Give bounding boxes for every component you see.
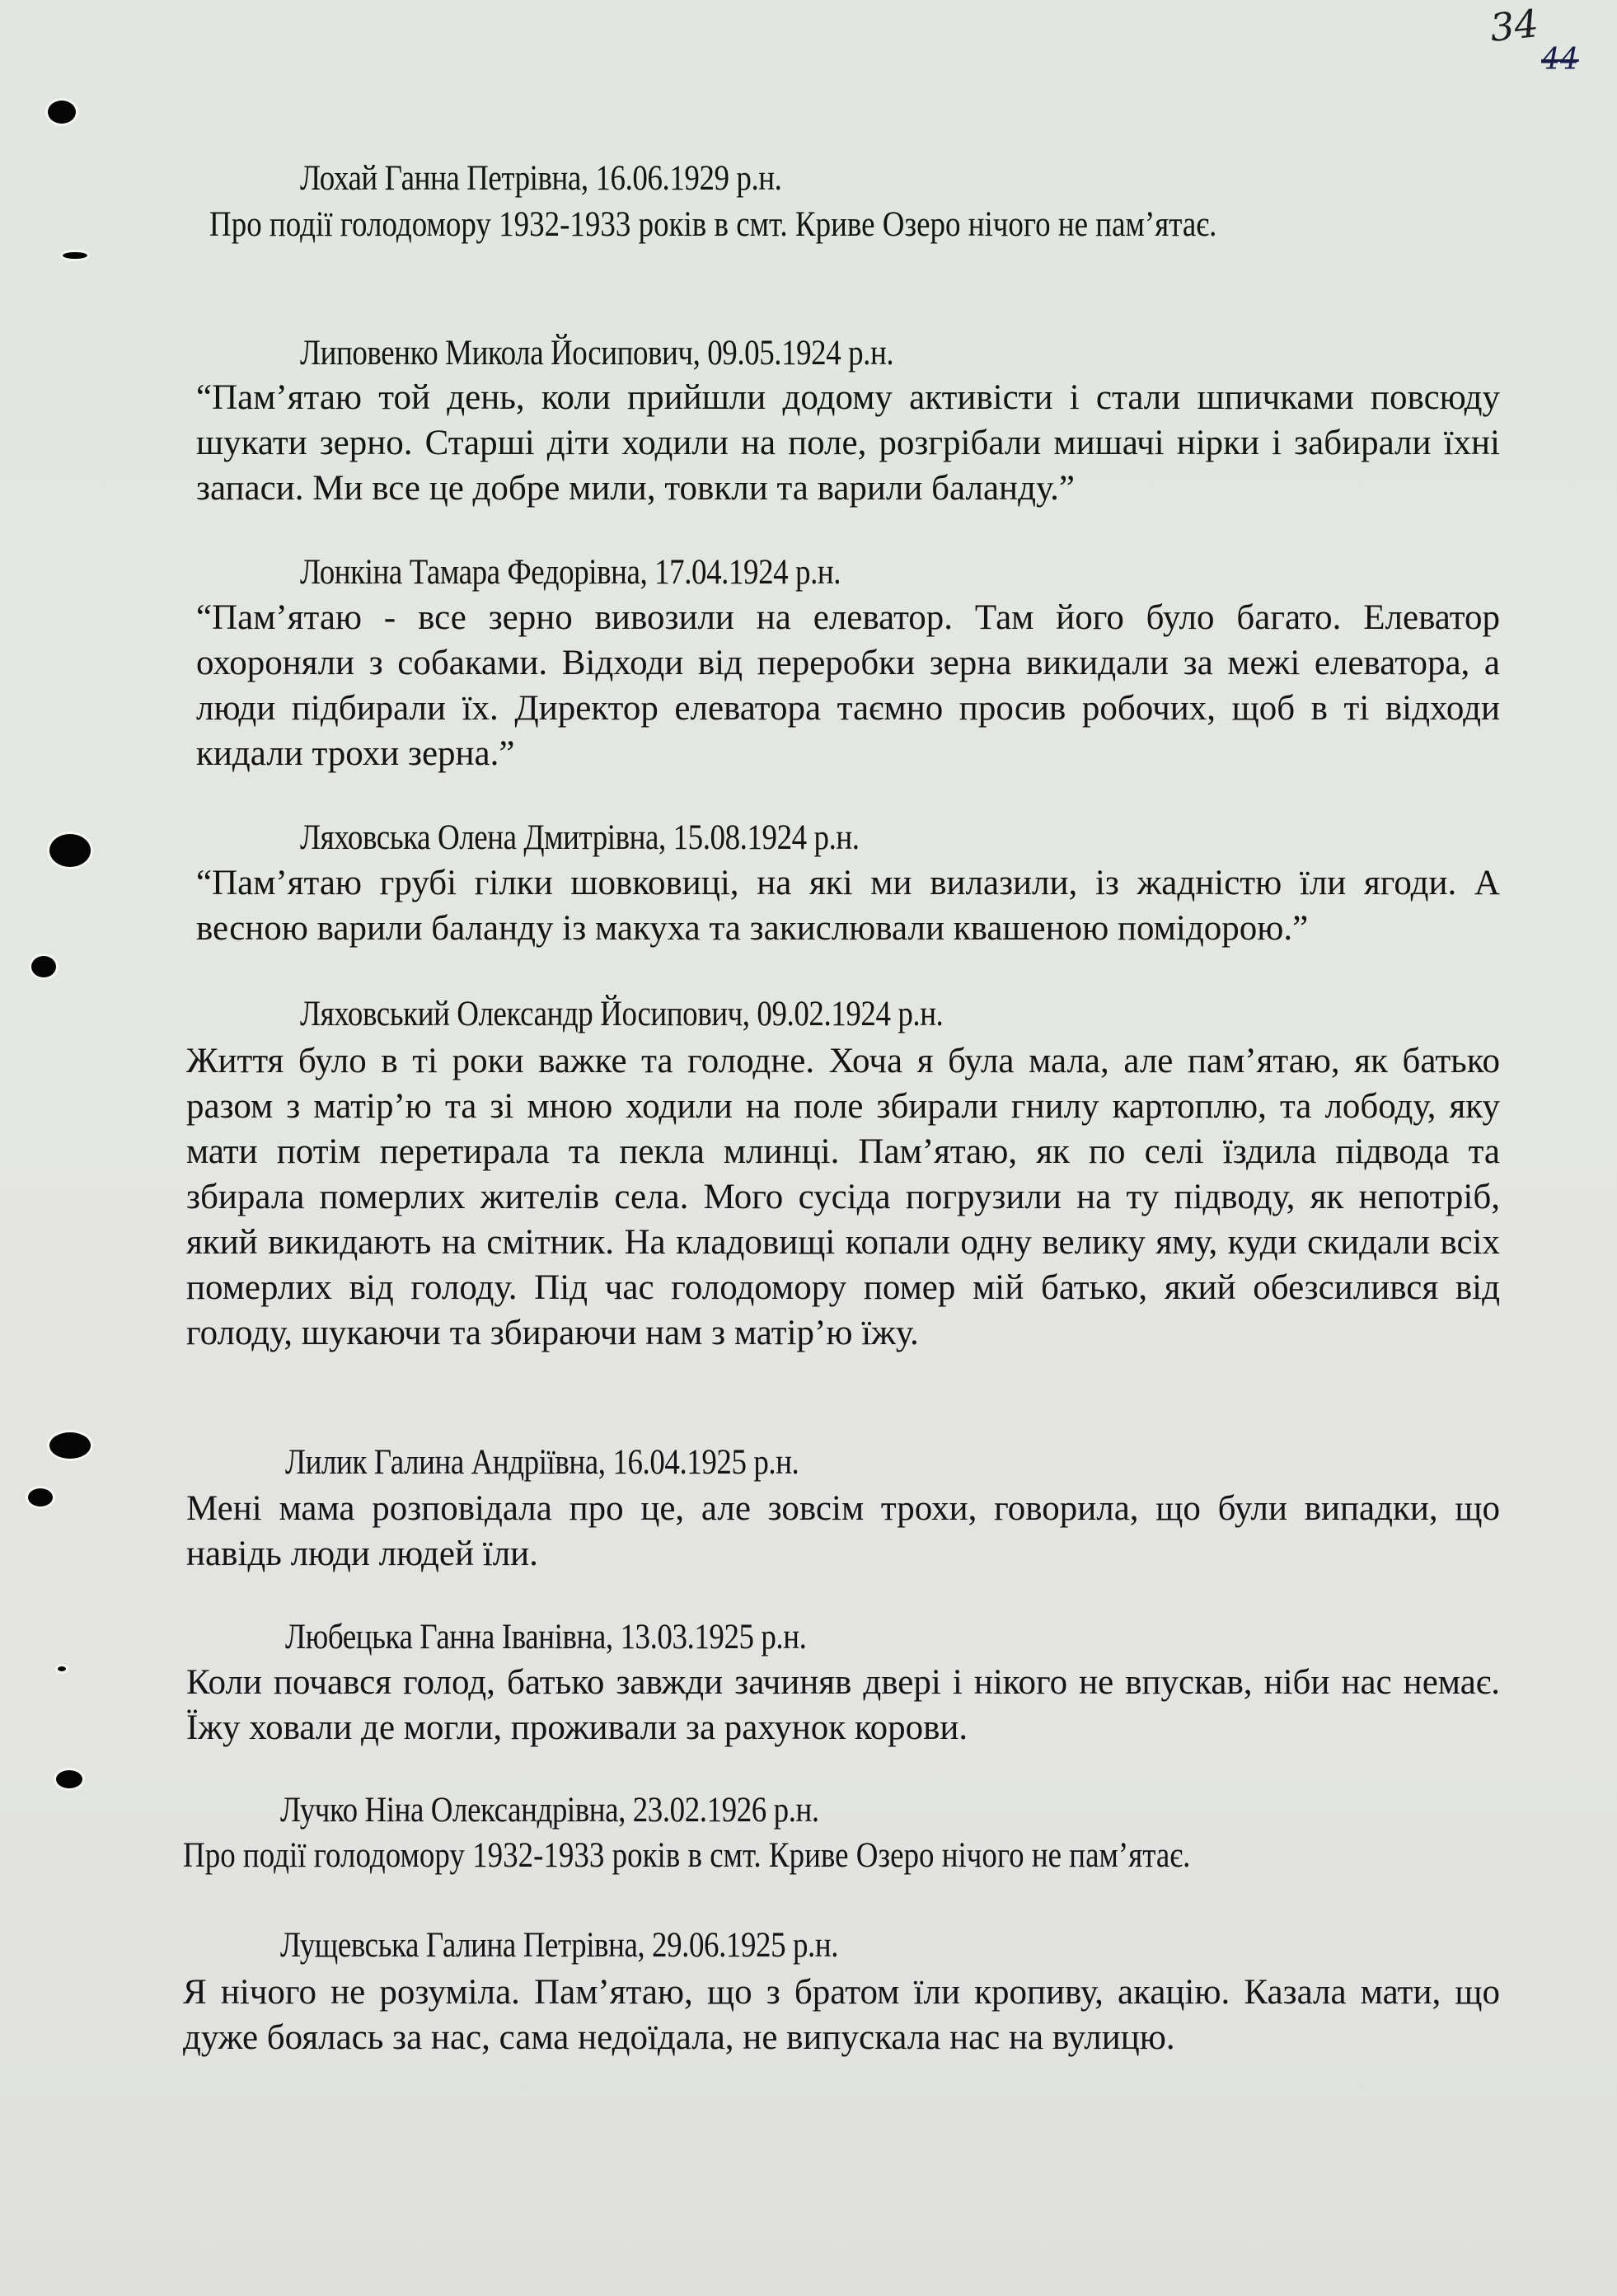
punch-hole: [49, 1432, 91, 1459]
entry-heading: Ляховський Олександр Йосипович, 09.02.1924 р.н.: [300, 995, 944, 1033]
punch-hole: [49, 834, 91, 867]
entry-text: Мені мама розповідала про це, але зовсім трохи, говорила, що були випадки, що навідь люди людей їли.: [186, 1489, 1500, 1573]
entry-text: Життя було в ті роки важке та голодне. Хоча я була мала, але пам’ятаю, як батько разом з матір’ю та зі мною ходили на поле збирали гнилу картоплю, та лободу, яку мати потім перетирала та пекла млинці. Пам’ятаю, як по селі їздила підвода та збирала померлих жителів села. Мого сусіда погрузили на ту підводу, як непотріб, який викидають на смітник. На кладовищі копали одну велику яму, куди скидали всіх померлих від голоду. Під час голодомору помер мій батько, який обезсилився від голоду, шукаючи та збираючи нам з матір’ю їжу.: [186, 1042, 1500, 1352]
entry-heading: Лущевська Галина Петрівна, 29.06.1925 р.н.: [280, 1926, 839, 1965]
punch-hole: [28, 1488, 53, 1506]
entry-heading: Лохай Ганна Петрівна, 16.06.1929 р.н.: [300, 159, 782, 198]
entry-heading: Любецька Ганна Іванівна, 13.03.1925 р.н.: [285, 1618, 807, 1656]
page-number-crossed: 44: [1541, 43, 1579, 77]
punch-hole: [58, 1666, 66, 1671]
entry-text: Про події голодомору 1932-1933 років в смт. Криве Озеро нічого не пам’ятає.: [209, 205, 1217, 244]
punch-hole: [31, 956, 56, 977]
entry-text: Я нічого не розуміла. Пам’ятаю, що з братом їли кропиву, акацію. Казала мати, що дуже боялась за нас, сама недоїдала, не випускала нас на вулицю.: [183, 1973, 1500, 2057]
entry-heading: Липовенко Микола Йосипович, 09.05.1924 р.н.: [300, 334, 894, 373]
entry-heading: Ляховська Олена Дмитрівна, 15.08.1924 р.н.: [300, 818, 860, 857]
entry-text: “Пам’ятаю той день, коли прийшли додому активісти і стали шпичками повсюду шукати зерно. Старші діти ходили на поле, розгрібали мишачі нірки і забирали їхні запаси. Ми все це добре мили, товкли та варили баланду.”: [196, 378, 1500, 508]
punch-hole: [63, 252, 87, 259]
entry-heading: Лучко Ніна Олександрівна, 23.02.1926 р.н.: [280, 1791, 819, 1830]
entry-heading: Лилик Галина Андріївна, 16.04.1925 р.н.: [285, 1443, 799, 1482]
punch-hole: [56, 1770, 82, 1788]
entry-text: “Пам’ятаю - все зерно вивозили на елеватор. Там його було багато. Елеватор охороняли з собаками. Відходи від переробки зерна викидали за межі елеватора, а люди підбирали їх. Директор елеватора таємно просив робочих, щоб в ті відходи кидали трохи зерна.”: [196, 598, 1500, 773]
punch-hole: [48, 101, 76, 124]
entry-heading: Лонкіна Тамара Федорівна, 17.04.1924 р.н.: [300, 553, 841, 592]
entry-text: Про події голодомору 1932-1933 років в смт. Криве Озеро нічого не пам’ятає.: [183, 1836, 1191, 1875]
entry-text: “Пам’ятаю грубі гілки шовковиці, на які ми вилазили, із жадністю їли ягоди. А весною варили баланду із макуха та закислювали квашеною помідорою.”: [196, 864, 1500, 948]
page-number-handwritten: 34: [1488, 1, 1541, 50]
entry-text: Коли почався голод, батько завжди зачиняв двері і нікого не впускав, ніби нас немає. Їжу ховали де могли, проживали за рахунок корови.: [186, 1663, 1500, 1747]
